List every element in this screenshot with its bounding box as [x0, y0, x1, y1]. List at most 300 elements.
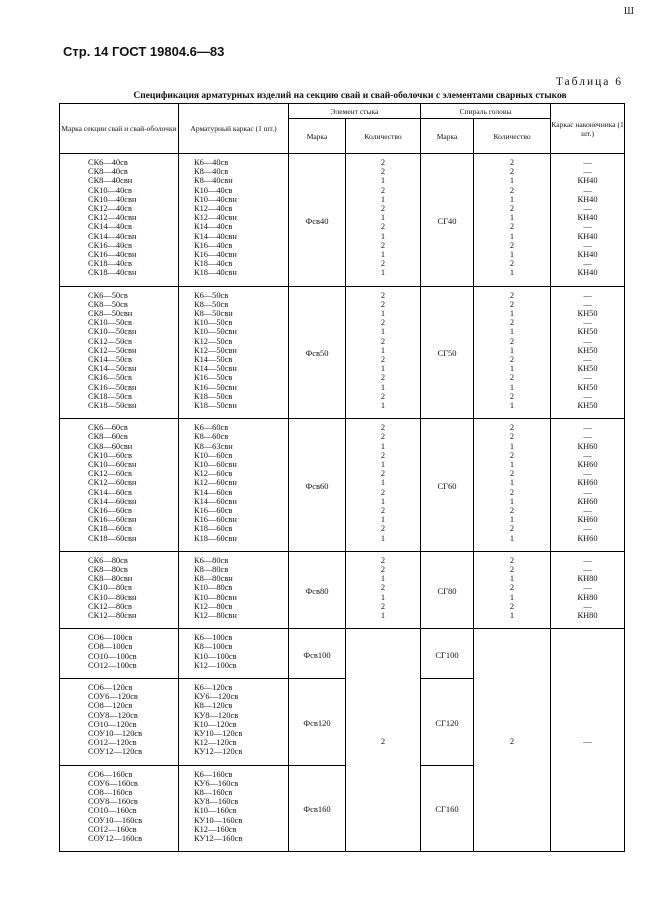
joint-qty-item: 2	[380, 318, 386, 328]
group-row	[60, 419, 625, 552]
section-mark-item: СК12—60св	[88, 469, 132, 479]
spiral-qty-item: 1	[509, 327, 515, 337]
shell-spiral-qty-value	[474, 646, 550, 836]
frame-mark-item: К12—80свн	[194, 611, 237, 620]
section-mark-item: СК14—60св	[88, 487, 132, 497]
spiral-qty-item: 1	[509, 194, 515, 204]
tip-frame	[551, 419, 625, 552]
tip-frame-item: КН50	[577, 345, 598, 355]
frame-mark-item: КУ10—160св	[194, 815, 243, 825]
joint-qty-item: 2	[380, 336, 386, 346]
frame-mark-item: К10—60свн	[194, 460, 237, 469]
table-body	[60, 154, 625, 852]
frame-mark-item: К6—120св	[194, 682, 233, 692]
spiral-mark	[421, 551, 474, 628]
section-mark-list	[60, 291, 178, 411]
section-mark-item: СК16—50свн	[88, 382, 137, 392]
tip-frame	[551, 286, 625, 419]
frame-mark-item: К8—63свн	[194, 441, 233, 451]
spiral-qty-item: 1	[509, 364, 515, 374]
spiral-mark-text: СГ60	[437, 480, 457, 491]
section-mark-item: СК6—50св	[88, 290, 128, 300]
header-spiral-group: Спираль головы	[421, 104, 551, 119]
tip-frame-item: —	[583, 601, 592, 611]
joint-qty-item: 1	[380, 611, 386, 620]
frame-mark-item: К18—60св	[194, 524, 233, 534]
frame-mark-item: К12—60св	[194, 469, 233, 479]
section-mark-item: СК14—50свн	[88, 364, 137, 374]
joint-qty-item: 2	[380, 299, 386, 309]
section-mark-item: СК10—50свн	[88, 327, 137, 337]
joint-qty-item: 2	[380, 290, 386, 300]
tip-frame-item: —	[583, 391, 592, 401]
frame-mark-item: К12—100св	[194, 660, 237, 670]
section-mark-item: СК16—60свн	[88, 515, 137, 525]
joint-qty-item: 1	[380, 478, 386, 488]
shell-joint-qty-text: 2	[380, 736, 386, 747]
frame-mark-item: К12—120св	[194, 738, 237, 748]
joint-qty-item: 2	[380, 469, 386, 479]
frame-mark-item: К12—60свн	[194, 478, 237, 488]
spiral-qty-item: 2	[509, 185, 515, 195]
section-mark-item: СК6—40св	[88, 158, 128, 167]
section-mark-item: СК10—80св	[88, 583, 132, 593]
spiral-qty-list	[474, 158, 550, 278]
frame-mark-list	[179, 291, 288, 411]
joint-qty-item: 1	[380, 364, 386, 374]
frame-mark-item: К6—50св	[194, 290, 229, 300]
section-mark-item: СК8—80свн	[88, 574, 133, 584]
spiral-qty-item: 1	[509, 345, 515, 355]
frame-mark-item: К14—40свн	[194, 231, 237, 241]
section-mark-item: СК16—60св	[88, 506, 132, 516]
joint-qty-item: 1	[380, 194, 386, 204]
tip-frame-list	[551, 556, 624, 620]
tip-frame-item: КН80	[577, 611, 598, 620]
spiral-qty-item: 2	[509, 555, 515, 565]
joint-qty-item: 2	[380, 373, 386, 383]
section-mark-item: СО6—160св	[88, 769, 133, 779]
tip-frame-list	[551, 291, 624, 411]
section-mark-item: СК18—60свн	[88, 533, 137, 543]
joint-qty-item: 2	[380, 506, 386, 516]
frame-mark-item: К10—100св	[194, 651, 237, 661]
joint-qty-item: 1	[380, 268, 386, 278]
joint-qty-item: 2	[380, 185, 386, 195]
joint-qty-item: 1	[380, 401, 386, 411]
joint-mark-value	[289, 683, 345, 763]
frame-mark	[179, 419, 289, 552]
page-header: Стр. 14 ГОСТ 19804.6—83	[63, 44, 225, 59]
frame-mark-item: К18—60свн	[194, 533, 237, 543]
section-mark-item: СК14—40свн	[88, 231, 137, 241]
section-mark-item: СК16—50св	[88, 373, 132, 383]
frame-mark-item: К16—40свн	[194, 250, 237, 260]
tip-frame-item: КН80	[577, 574, 598, 584]
section-mark-item: СК12—60свн	[88, 478, 137, 488]
section-mark-item: СК8—50св	[88, 299, 128, 309]
shell-tip-frame-text: —	[583, 736, 592, 747]
joint-qty-item: 2	[380, 391, 386, 401]
section-mark-item: СК12—40свн	[88, 213, 137, 223]
spiral-mark-text: СГ160	[435, 804, 459, 815]
section-mark-item: СО10—120св	[88, 719, 137, 729]
section-mark-item: СК12—80свн	[88, 611, 137, 620]
spiral-qty-item: 1	[509, 382, 515, 392]
tip-frame-item: КН40	[577, 194, 598, 204]
tip-frame-item: КН60	[577, 496, 598, 506]
section-mark-item: СОУ10—160св	[88, 815, 143, 825]
tip-frame-item: —	[583, 259, 592, 269]
joint-qty-list	[346, 158, 420, 278]
joint-mark	[289, 678, 346, 765]
joint-qty-item: 2	[380, 259, 386, 269]
tip-frame-item: КН80	[577, 592, 598, 602]
spiral-mark-text: СГ80	[437, 585, 457, 596]
joint-mark-text: Фсв60	[305, 480, 329, 491]
section-mark-item: СК6—80св	[88, 555, 128, 565]
joint-mark-text: Фсв160	[303, 804, 331, 815]
spiral-qty-item: 1	[509, 496, 515, 506]
joint-mark	[289, 286, 346, 419]
frame-mark-item: К8—160св	[194, 787, 233, 797]
frame-mark-item: КУ10—120св	[194, 728, 243, 738]
section-mark-list	[60, 556, 178, 620]
joint-mark	[289, 629, 346, 679]
joint-mark-value	[289, 423, 345, 549]
joint-qty-item: 1	[380, 533, 386, 543]
spiral-qty-item: 2	[509, 423, 515, 433]
header-joint-qty: Количество	[346, 119, 421, 154]
tip-frame-item: —	[583, 524, 592, 534]
tip-frame-list	[551, 423, 624, 543]
joint-qty	[346, 286, 421, 419]
tip-frame-item: —	[583, 469, 592, 479]
frame-mark-item: К14—60свн	[194, 496, 237, 506]
section-mark	[60, 419, 179, 552]
frame-mark-list	[179, 770, 288, 844]
joint-qty-item: 2	[380, 222, 386, 232]
joint-qty-item: 1	[380, 382, 386, 392]
frame-mark-item: К16—40св	[194, 240, 233, 250]
section-mark	[60, 154, 179, 287]
tip-frame-item: —	[583, 318, 592, 328]
joint-qty-item: 1	[380, 496, 386, 506]
section-mark	[60, 765, 179, 852]
frame-mark-item: К8—120св	[194, 701, 233, 711]
spiral-mark	[421, 629, 474, 679]
shell-tip-frame	[551, 629, 625, 852]
header-spiral-qty: Количество	[474, 119, 551, 154]
joint-qty-item: 1	[380, 441, 386, 451]
spiral-mark-value	[421, 158, 473, 284]
shell-tip-frame-value	[551, 646, 624, 836]
frame-mark-item: К8—50свн	[194, 309, 233, 318]
tip-frame-item: —	[583, 506, 592, 516]
tip-frame-item: КН40	[577, 268, 598, 278]
joint-qty-list	[346, 423, 420, 543]
tip-frame-item: —	[583, 167, 592, 177]
frame-mark-item: К6—60св	[194, 423, 229, 433]
spiral-qty	[474, 154, 551, 287]
joint-qty-item: 2	[380, 487, 386, 497]
joint-qty-item: 2	[380, 564, 386, 574]
spiral-qty	[474, 419, 551, 552]
section-mark-item: СК10—40св	[88, 185, 132, 195]
tip-frame-item: —	[583, 240, 592, 250]
header-tip-frame: Каркас наконечника (1 шт.)	[551, 104, 625, 154]
section-mark-item: СОУ12—160св	[88, 833, 143, 843]
section-mark-list	[60, 770, 178, 844]
frame-mark-item: К8—60св	[194, 432, 229, 442]
spiral-mark-value	[421, 633, 473, 676]
frame-mark-item: К10—80св	[194, 583, 233, 593]
spiral-qty-item: 1	[509, 592, 515, 602]
section-mark-item: СК8—60свн	[88, 441, 133, 451]
section-mark-item: СК10—50св	[88, 318, 132, 328]
frame-mark-list	[179, 556, 288, 620]
frame-mark-item: К18—50свн	[194, 401, 237, 411]
frame-mark-item: КУ6—120св	[194, 692, 239, 702]
frame-mark-item: К14—50св	[194, 355, 233, 365]
spiral-mark	[421, 419, 474, 552]
spiral-qty-item: 1	[509, 231, 515, 241]
frame-mark-item: КУ8—120св	[194, 710, 239, 720]
joint-qty-item: 1	[380, 250, 386, 260]
section-mark-item: СК10—60св	[88, 450, 132, 460]
section-mark-item: СК8—80св	[88, 564, 128, 574]
section-mark-item: СК18—40св	[88, 259, 132, 269]
tip-frame	[551, 551, 625, 628]
spiral-mark-value	[421, 423, 473, 549]
spiral-qty-item: 1	[509, 268, 515, 278]
tip-frame-item: —	[583, 290, 592, 300]
joint-qty-item: 2	[380, 240, 386, 250]
header-frame: Арматурный каркас (1 шт.)	[179, 104, 289, 154]
spiral-qty-item: 2	[509, 564, 515, 574]
spiral-qty-item: 2	[509, 583, 515, 593]
frame-mark-item: К10—120св	[194, 719, 237, 729]
spiral-qty-item: 2	[509, 240, 515, 250]
joint-qty	[346, 551, 421, 628]
section-mark-item: СК14—60свн	[88, 496, 137, 506]
spiral-qty-item: 2	[509, 469, 515, 479]
joint-qty-item: 1	[380, 213, 386, 223]
spiral-mark-value	[421, 556, 473, 626]
joint-mark	[289, 419, 346, 552]
spiral-qty-list	[474, 423, 550, 543]
joint-qty-item: 1	[380, 345, 386, 355]
spiral-qty-item: 2	[509, 259, 515, 269]
table-title: Спецификация арматурных изделий на секцию свай и свай-оболочки с элементами сварных стыков	[133, 91, 567, 101]
spiral-qty-item: 1	[509, 250, 515, 260]
spiral-qty-item: 2	[509, 487, 515, 497]
tip-frame-item: —	[583, 355, 592, 365]
section-mark-item: СК18—60св	[88, 524, 132, 534]
frame-mark-item: К8—40св	[194, 167, 229, 177]
tip-frame-item: КН50	[577, 382, 598, 392]
frame-mark-list	[179, 683, 288, 757]
header-joint-group: Элемент стыка	[289, 104, 421, 119]
frame-mark	[179, 551, 289, 628]
spiral-mark	[421, 154, 474, 287]
frame-mark-item: К18—40свн	[194, 268, 237, 278]
section-mark-item: СК8—40св	[88, 167, 128, 177]
joint-qty-item: 1	[380, 309, 386, 318]
spiral-qty-item: 1	[509, 441, 515, 451]
frame-mark	[179, 286, 289, 419]
tip-frame-item: —	[583, 583, 592, 593]
section-mark	[60, 551, 179, 628]
spiral-qty-item: 1	[509, 460, 515, 469]
spiral-qty-item: 1	[509, 309, 515, 318]
section-mark-item: СО6—100св	[88, 633, 133, 643]
specification-table	[59, 103, 625, 852]
frame-mark-item: КУ8—160св	[194, 797, 239, 807]
tip-frame-item: —	[583, 373, 592, 383]
frame-mark	[179, 765, 289, 852]
shell-spiral-qty-text: 2	[509, 736, 515, 747]
frame-mark-item: К10—40св	[194, 185, 233, 195]
joint-mark-value	[289, 556, 345, 626]
frame-mark-item: К8—80свн	[194, 574, 233, 584]
joint-qty-item: 2	[380, 432, 386, 442]
section-mark-list	[60, 423, 178, 543]
frame-mark-item: К8—50св	[194, 299, 229, 309]
section-mark-item: СО12—100св	[88, 660, 137, 670]
frame-mark-item: К10—40свн	[194, 194, 237, 204]
frame-mark-item: КУ6—160св	[194, 778, 239, 788]
joint-qty-item: 2	[380, 601, 386, 611]
section-mark-item: СК16—40св	[88, 240, 132, 250]
section-mark-item: СК8—40свн	[88, 176, 133, 186]
tip-frame-item: КН60	[577, 515, 598, 525]
frame-mark-item: К6—40св	[194, 158, 229, 167]
spiral-qty-item: 2	[509, 222, 515, 232]
section-mark-item: СК8—60св	[88, 432, 128, 442]
frame-mark-item: К16—60св	[194, 506, 233, 516]
tip-frame-item: —	[583, 432, 592, 442]
spiral-qty-item: 2	[509, 167, 515, 177]
frame-mark-item: КУ12—160св	[194, 833, 243, 843]
frame-mark-item: К12—160св	[194, 824, 237, 834]
joint-mark	[289, 765, 346, 852]
section-mark-item: СО12—160св	[88, 824, 137, 834]
frame-mark-item: К14—40св	[194, 222, 233, 232]
spiral-qty-item: 2	[509, 506, 515, 516]
frame-mark	[179, 629, 289, 679]
joint-mark-text: Фсв40	[305, 215, 329, 226]
joint-mark-text: Фсв120	[303, 717, 331, 728]
spiral-mark-value	[421, 683, 473, 763]
tip-frame-item: КН40	[577, 231, 598, 241]
shell-row	[60, 629, 625, 679]
spiral-qty-item: 1	[509, 478, 515, 488]
section-mark-item: СО8—120св	[88, 701, 133, 711]
header-spiral-mark: Марка	[421, 119, 474, 154]
spiral-qty-item: 2	[509, 158, 515, 167]
section-mark-item: СОУ10—120св	[88, 728, 143, 738]
frame-mark-item: К14—60св	[194, 487, 233, 497]
frame-mark-item: К10—50св	[194, 318, 233, 328]
joint-mark-value	[289, 291, 345, 417]
spiral-mark-value	[421, 770, 473, 850]
frame-mark-item: К12—80св	[194, 601, 233, 611]
section-mark-item: СК18—50св	[88, 391, 132, 401]
tip-frame-item: КН50	[577, 327, 598, 337]
joint-qty-item: 1	[380, 231, 386, 241]
frame-mark-item: К16—60свн	[194, 515, 237, 525]
tip-frame-item: КН40	[577, 213, 598, 223]
section-mark-list	[60, 683, 178, 757]
section-mark-item: СО8—100св	[88, 642, 133, 652]
tip-frame-item: —	[583, 204, 592, 214]
shell-spiral-qty	[474, 629, 551, 852]
frame-mark-item: К10—50свн	[194, 327, 237, 337]
joint-qty-item: 2	[380, 204, 386, 214]
header-pile-section: Марка секции свай и свай-оболочки	[60, 104, 179, 154]
spiral-qty-item: 2	[509, 391, 515, 401]
joint-qty-item: 1	[380, 574, 386, 584]
section-mark-item: СОУ8—160св	[88, 797, 138, 807]
joint-qty-item: 2	[380, 583, 386, 593]
section-mark-list	[60, 158, 178, 278]
section-mark-item: СК12—40св	[88, 204, 132, 214]
joint-qty-item: 1	[380, 515, 386, 525]
frame-mark-item: К8—40свн	[194, 176, 233, 186]
section-mark-item: СОУ6—120св	[88, 692, 138, 702]
section-mark-item: СОУ8—120св	[88, 710, 138, 720]
section-mark-item: СК14—50св	[88, 355, 132, 365]
joint-qty-list	[346, 556, 420, 620]
spiral-qty	[474, 286, 551, 419]
section-mark-item: СК16—40свн	[88, 250, 137, 260]
frame-mark	[179, 154, 289, 287]
spiral-mark-text: СГ120	[435, 717, 459, 728]
frame-mark-item: К8—80св	[194, 564, 229, 574]
tip-frame-item: —	[583, 158, 592, 167]
spiral-mark	[421, 678, 474, 765]
spiral-qty-item: 2	[509, 524, 515, 534]
spiral-qty-item: 2	[509, 204, 515, 214]
spiral-mark-value	[421, 291, 473, 417]
section-mark-item: СК12—50св	[88, 336, 132, 346]
spiral-qty-item: 2	[509, 355, 515, 365]
spiral-mark-text: СГ50	[437, 348, 457, 359]
spiral-qty-item: 2	[509, 432, 515, 442]
section-mark-item: СК12—50свн	[88, 345, 137, 355]
joint-mark-value	[289, 158, 345, 284]
joint-qty-item: 1	[380, 592, 386, 602]
section-mark-list	[60, 633, 178, 670]
frame-mark-item: К10—60св	[194, 450, 233, 460]
tip-frame-item: КН60	[577, 533, 598, 543]
frame-mark-item: К12—50св	[194, 336, 233, 346]
tip-frame-item: —	[583, 487, 592, 497]
spiral-qty-item: 2	[509, 373, 515, 383]
frame-mark-item: КУ12—120св	[194, 747, 243, 757]
joint-qty-item: 1	[380, 327, 386, 337]
tip-frame-item: —	[583, 185, 592, 195]
spiral-qty-item: 1	[509, 611, 515, 620]
frame-mark-item: К10—80свн	[194, 592, 237, 602]
spiral-qty-item: 2	[509, 318, 515, 328]
section-mark-item: СК10—60свн	[88, 460, 137, 469]
frame-mark	[179, 678, 289, 765]
joint-mark-text: Фсв50	[305, 348, 329, 359]
section-mark-item: СО6—120св	[88, 682, 133, 692]
frame-mark-list	[179, 423, 288, 543]
